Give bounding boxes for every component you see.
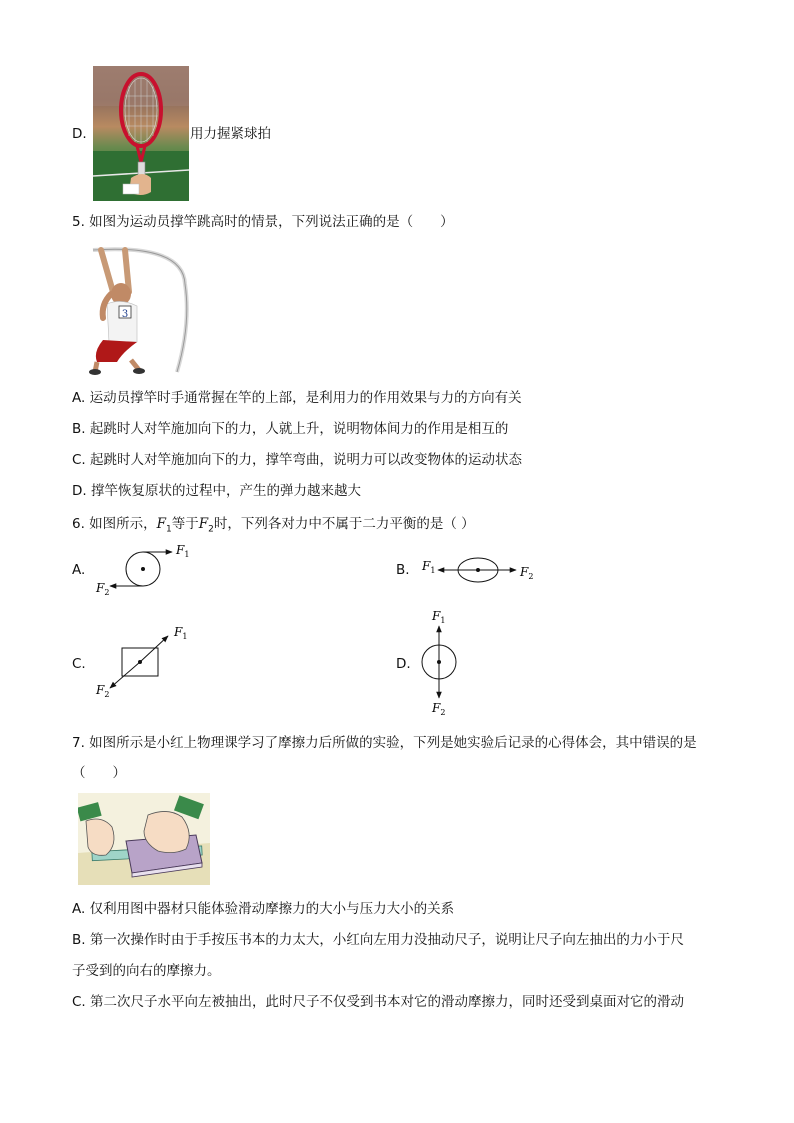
q6-f1: F — [156, 516, 167, 532]
q6-a-f2-label: $F_2$ — [96, 581, 110, 597]
q6-diagram-a — [92, 540, 202, 598]
q6-label-d: D. — [396, 656, 411, 672]
q6-c-f2-label: $F_2$ — [96, 683, 110, 699]
q6-stem — [72, 514, 475, 540]
pole-vault-photo — [73, 244, 193, 376]
q7-option-b-line1: B. 第一次操作时由于手按压书本的力太大，小红向左用力没抽动尺子，说明让尺子向左抽出的力小于尺 — [72, 932, 684, 948]
q6-f2-sub: 2 — [208, 524, 214, 535]
tennis-racket-photo — [93, 66, 189, 201]
q6-d-f2-label: $F_2$ — [432, 701, 446, 717]
q6-label-b: B. — [396, 562, 410, 578]
q5-option-a: A. 运动员撑竿时手通常握在竿的上部，是利用力的作用效果与力的方向有关 — [72, 390, 522, 406]
q5-option-c: C. 起跳时人对竿施加向下的力，撑竿弯曲，说明力可以改变物体的运动状态 — [72, 452, 523, 468]
q6-label-a: A. — [72, 562, 86, 578]
q6-diagram-b — [416, 552, 546, 588]
q7-stem-line2: （ ） — [72, 765, 126, 781]
q6-a-f1-label: $F_1$ — [176, 543, 190, 559]
q6-b-f2-label: $F_2$ — [520, 565, 534, 581]
q7-stem-line1: 7. 如图所示是小红上物理课学习了摩擦力后所做的实验，下列是她实验后记录的心得体会，其中错误的是 — [72, 735, 697, 751]
friction-experiment-illustration — [78, 793, 210, 885]
q5-stem: 5. 如图为运动员撑竿跳高时的情景，下列说法正确的是（ ） — [72, 214, 454, 230]
q4-option-d-text: 用力握紧球拍 — [190, 126, 271, 142]
q6-b-f1-label: $F_1$ — [422, 559, 436, 575]
q6-stem-suffix: 时，下列各对力中不属于二力平衡的是（ ） — [213, 516, 475, 532]
q6-f2: F — [198, 516, 209, 532]
bib-number: 3 — [121, 309, 129, 320]
q7-option-a: A. 仅利用图中器材只能体验滑动摩擦力的大小与压力大小的关系 — [72, 901, 455, 917]
q4-option-d-label: D. — [72, 126, 87, 142]
q6-stem-mid: 等于 — [171, 516, 199, 532]
q6-c-f1-label: $F_1$ — [174, 625, 188, 641]
q6-f1-sub: 1 — [166, 524, 172, 535]
q5-option-b: B. 起跳时人对竿施加向下的力，人就上升，说明物体间力的作用是相互的 — [72, 421, 509, 437]
q6-d-f1-label: $F_1$ — [432, 609, 446, 625]
q6-stem-prefix: 6. 如图所示， — [72, 516, 157, 532]
q6-diagram-d — [420, 606, 464, 720]
q6-label-c: C. — [72, 656, 86, 672]
q6-diagram-c — [92, 622, 202, 702]
q7-option-b-line2: 子受到的向右的摩擦力。 — [72, 963, 221, 979]
q7-option-c-line1: C. 第二次尺子水平向左被抽出，此时尺子不仅受到书本对它的滑动摩擦力，同时还受到桌面对它的滑动 — [72, 994, 685, 1010]
q5-option-d: D. 撑竿恢复原状的过程中，产生的弹力越来越大 — [72, 483, 361, 499]
